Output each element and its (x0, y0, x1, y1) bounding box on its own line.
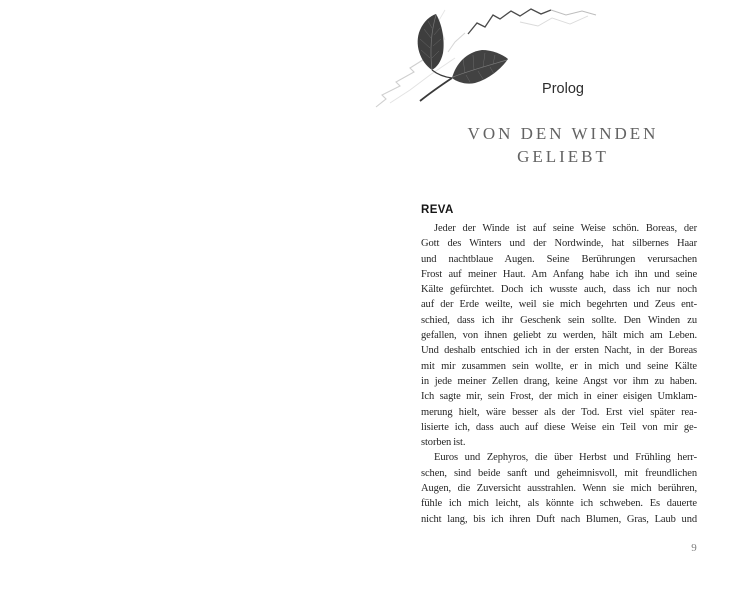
text-line: Euros und Zephyros, die über Herbst und Frühling herr- (434, 452, 697, 464)
page-number: 9 (691, 542, 697, 554)
twig-fade (551, 10, 596, 15)
text-line: storben ist. (421, 437, 466, 449)
leaf-branch-illustration (370, 0, 600, 120)
text-line: schen, sind beide sanft und geheimnisvoll, mit freundlichen (421, 467, 697, 479)
text-line: nicht lang, bis ich ihren Duft nach Blumen, Gras, Laub und (421, 513, 697, 525)
text-line: schied, dass ich ihr Geschenk sein sollte. Den Winden zu (421, 314, 697, 326)
text-line: merung hielt, wäre besser als der Tod. Erst viel später rea- (421, 406, 697, 418)
chapter-title-line2: GELIEBT (517, 147, 609, 166)
text-line: mit mir zusammen sein wollte, er in mich und seine Kälte (421, 360, 697, 372)
text-line: fühle ich mich leicht, als könnte ich schweben. Es dauerte (421, 498, 697, 510)
chapter-title-line1: VON DEN WINDEN (467, 124, 659, 143)
text-line: in jede meiner Zellen drang, keine Angst vor ihm zu haben. (421, 375, 697, 387)
text-line: Und deshalb entschied ich in der ersten Nacht, in der Boreas (421, 345, 697, 357)
text-line: Ich sagte mir, sein Frost, der mich in einer eisigen Umklam- (421, 391, 697, 403)
body-text (421, 221, 697, 527)
text-line: Augen, die Zuversicht ausstrahlen. Wenn sie mich berühren, (421, 483, 697, 495)
faint-twig (448, 33, 465, 52)
leaf-upright (418, 14, 444, 70)
chapter-title (420, 122, 706, 168)
text-line: lisierte ich, dass auch auf diese Weise ein Teil von mir ge- (421, 421, 697, 433)
faint-twig (520, 16, 588, 26)
text-line: Kälte gefürchtet. Doch ich wusste auch, dass ich nur noch (421, 284, 697, 296)
text-line: auf der Erde weilte, weil sie mich begehrten und Zeus ent- (421, 299, 697, 311)
leaf-tilted (452, 50, 508, 84)
text-line: und nachtblaue Augen. Seine Berührungen verursachen (421, 253, 697, 265)
text-line: gefallen, von ihnen geliebt zu werden, hält mich am Leben. (421, 330, 697, 342)
chapter-label: Prolog (542, 81, 584, 97)
text-line: Frost auf meiner Haut. Am Anfang habe ich ihn und seine (421, 268, 697, 280)
dark-twig (468, 9, 551, 34)
text-line: Gott des Winters und der Nordwinde, hat silbernes Haar (421, 238, 697, 250)
pov-character-label: REVA (421, 204, 454, 216)
text-line: Jeder der Winde ist auf seine Weise schön. Boreas, der (434, 223, 697, 234)
